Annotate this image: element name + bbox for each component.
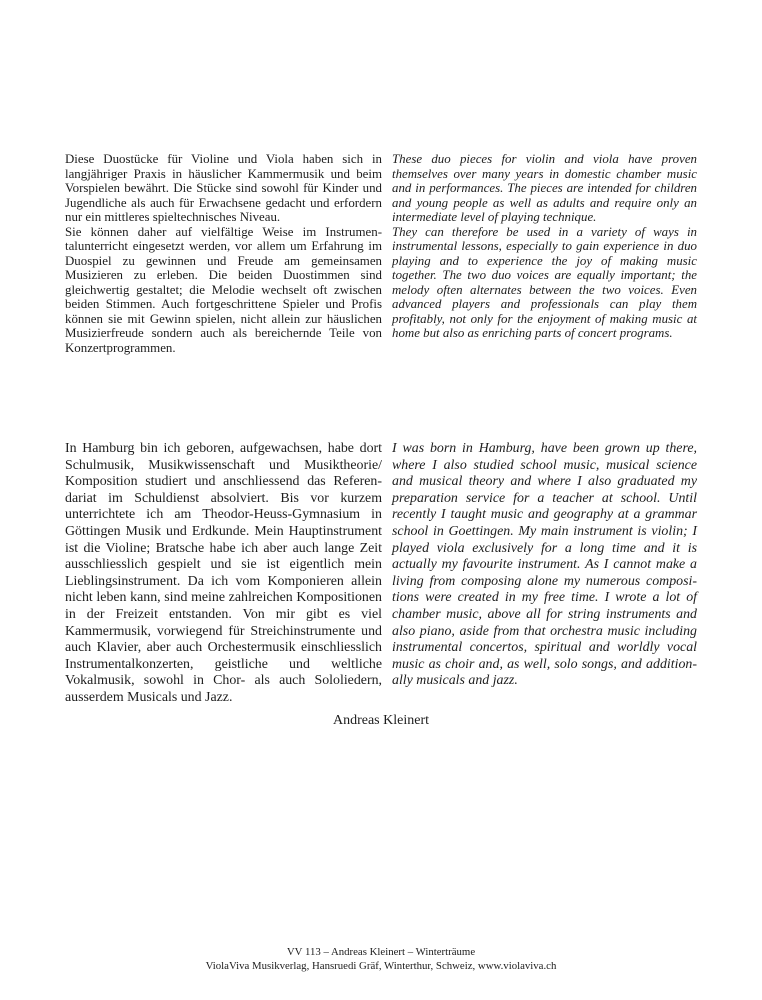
footer-edition-line: VV 113 – Andreas Kleinert – Winterträume [286,946,476,958]
author-signature: Andreas Kleinert [332,713,430,728]
preface-german-paragraph-2: Sie können daher auf vielfältige Weise im Instrumentalunterricht eingesetzt werden, vor allem um Erfahrung im Duospiel zu gewinnen und Freude am gemeinsamen Musizieren zu erleben. Die beiden Duostimmen sind gleichwertig gestaltet; die Melodie wechselt oft zwischen beiden Stimmen. Auch fortgeschrittene Spieler und Profis können sie mit Gewinn spielen, nicht allein zur häuslichen Musizierfreude sondern auch als bereichernde Teile von Konzertprogrammen. [65,224,382,355]
footer-publisher-line: ViolaViva Musikverlag, Hansruedi Gräf, Winterthur, Schweiz, www.violaviva.ch [205,960,557,972]
page-footer [0,945,762,973]
preface-german-paragraph-1: Diese Duostücke für Violine und Viola haben sich in langjähriger Praxis in häuslicher Kammermusik und beim Vorspielen bewährt. Die Stücke sind sowohl für Kinder und Jugendliche als auch für Erwachsene gedacht und erfordern nur ein mittleres spieltechnisches Niveau. [65,152,382,224]
preface-english-column [392,152,697,355]
biography-german-paragraph: In Hamburg bin ich geboren, aufgewachsen, habe dort Schulmusik, Musikwissenschaft und Musiktheorie/​Komposition studiert und anschliessend das Referendariat im Schuldienst absolviert. Bis vor kurzem unterrichtete ich am Theodor-Heuss-Gymnasium in Göttingen Musik und Erdkunde. Mein Hauptinstrument ist die Violine; Bratsche habe ich aber auch lange Zeit ausschliesslich gespielt und sie ist eigentlich mein Lieblingsinstrument. Da ich vom Komponieren allein nicht leben kann, sind meine zahlreichen Kompositionen in der Freizeit entstanden. Von mir gibt es viel Kammermusik, vorwiegend für Streichinstrumente und auch Klavier, aber auch Orchestermusik einschliesslich Instrumentalkonzerten, geistliche und weltliche Vokalmusik, sowohl in Chor- als auch Sololiedern, ausserdem Musicals und Jazz. [65,441,382,705]
biography-english-column [392,441,697,707]
biography-english-paragraph: I was born in Hamburg, have been grown up there, where I also studied school music, musical science and musical theory and where I also graduated my preparation service for a teacher at school. Until recently I taught music and geography at a grammar school in Goettingen. My main instrument is violin; I played viola exclusively for a long time and it is actually my favourite instrument. As I cannot make a living from composing alone my numerous compositions were created in my free time. I wrote a lot of chamber music, above all for string instruments and also piano, aside from that orchestra music including instrumental concertos, spiritual and worldly vocal music as choir and, as well, solo songs, and additionally musicals and jazz. [392,441,697,689]
biography-german-column [65,441,382,707]
preface-section [65,152,697,355]
preface-english-paragraph-1: These duo pieces for violin and viola have proven themselves over many years in domestic chamber music and in performances. The pieces are intended for children and young people as well as adults and require only an intermediate level of playing technique. [392,152,697,224]
preface-german-column [65,152,382,355]
biography-section [65,441,697,707]
preface-english-paragraph-2: They can therefore be used in a variety of ways in instrumental lessons, especially to gain experience in duo playing and to experience the joy of making music together. The two duo voices are equally important; the melody often alternates between the two voices. Even advanced players and professionals can play them profitably, not only for the enjoyment of making music at home but also as enriching parts of concert programs. [392,224,697,340]
